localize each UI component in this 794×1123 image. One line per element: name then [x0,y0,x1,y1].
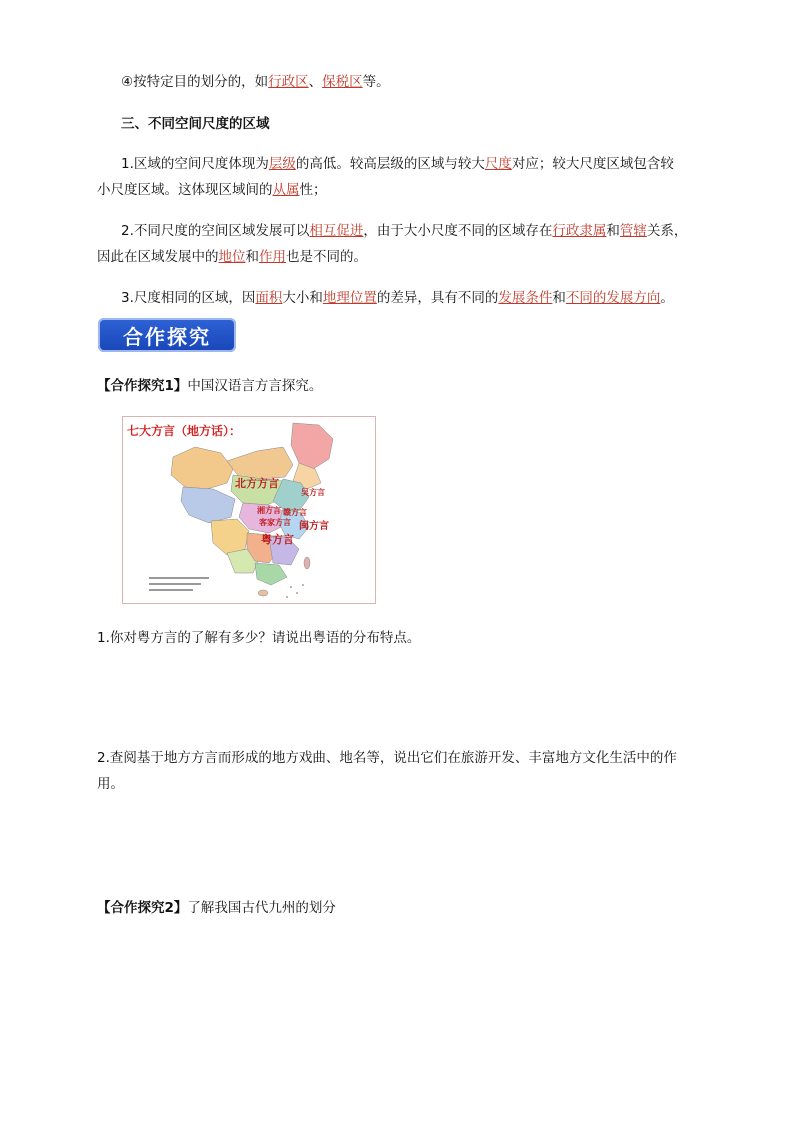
question-2-line2: 用。 [97,776,124,792]
inquiry-text: 了解我国古代九州的划分 [187,900,336,916]
inquiry2-heading [97,898,336,918]
underlined-term: 从属 [272,182,300,198]
section-title: 三、不同空间尺度的区域 [121,116,270,132]
map-label-kejia: 客家方言 [259,518,291,527]
underlined-term: 相互促进 [309,223,364,239]
map-label-xiang: 湘方言 [257,506,281,515]
map-label-wu: 吴方言 [301,488,325,497]
item3-line [121,288,674,308]
text-segment: 性； [299,182,327,198]
cooperative-inquiry-badge: 合作探究 [98,318,236,352]
map-label-yue: 粤方言 [261,533,294,546]
text-segment: 关系， [646,223,688,239]
text-segment: 等。 [362,74,390,90]
classify-paragraph [121,72,390,92]
underlined-term: 保税区 [322,74,363,90]
map-label-gan: 赣方言 [283,508,307,517]
inquiry-text: 中国汉语言方言探究。 [187,378,323,394]
text-segment: 大小和 [282,290,323,306]
text-segment: ，由于大小尺度不同的区域存在 [363,223,553,239]
dialect-map [122,416,376,604]
inquiry-label: 【合作探究2】 [97,900,188,916]
underlined-term: 层级 [268,156,296,172]
underlined-term: 行政隶属 [552,223,607,239]
item2-line2 [97,247,367,267]
text-segment: 的差异，具有不同的 [376,290,499,306]
text-segment: 因此在区域发展中的 [97,249,219,265]
text-segment: 和 [552,290,566,306]
text-segment: 3.尺度相同的区域，因 [121,290,256,306]
text-segment: ④按特定目的划分的，如 [121,74,269,90]
underlined-term: 尺度 [484,156,512,172]
underlined-term: 地理位置 [322,290,377,306]
china-map-graphic [123,417,375,603]
text-segment: 1.区域的空间尺度体现为 [121,156,269,172]
underlined-term: 行政区 [268,74,309,90]
text-segment: 和 [245,249,259,265]
item1-line1 [121,154,674,174]
text-segment: 、 [308,74,323,90]
question-1: 1.你对粤方言的了解有多少？请说出粤语的分布特点。 [97,630,421,646]
underlined-term: 管辖 [619,223,647,239]
map-title: 七大方言（地方话）： [127,424,242,438]
inquiry1-heading [97,376,322,396]
text-segment: 也是不同的。 [286,249,367,265]
text-segment: 和 [606,223,620,239]
item1-line2 [97,180,327,200]
item2-line1 [121,221,687,241]
inquiry-label: 【合作探究1】 [97,378,188,394]
text-segment: 小尺度区域。这体现区域间的 [97,182,273,198]
map-label-north: 北方方言 [235,477,279,490]
question-2-line1: 2.查阅基于地方方言而形成的地方戏曲、地名等，说出它们在旅游开发、丰富地方文化生活中的作 [97,750,677,766]
text-segment: 2.不同尺度的空间区域发展可以 [121,223,310,239]
underlined-term: 发展条件 [498,290,553,306]
underlined-term: 面积 [255,290,283,306]
underlined-term: 地位 [218,249,246,265]
text-segment: 的高低。较高层级的区域与较大 [295,156,485,172]
map-label-min: 闽方言 [299,521,329,532]
text-segment: 对应；较大尺度区域包含较 [511,156,674,172]
underlined-term: 作用 [259,249,286,265]
underlined-term: 不同的发展方向 [565,290,661,306]
text-segment: 。 [660,290,674,306]
